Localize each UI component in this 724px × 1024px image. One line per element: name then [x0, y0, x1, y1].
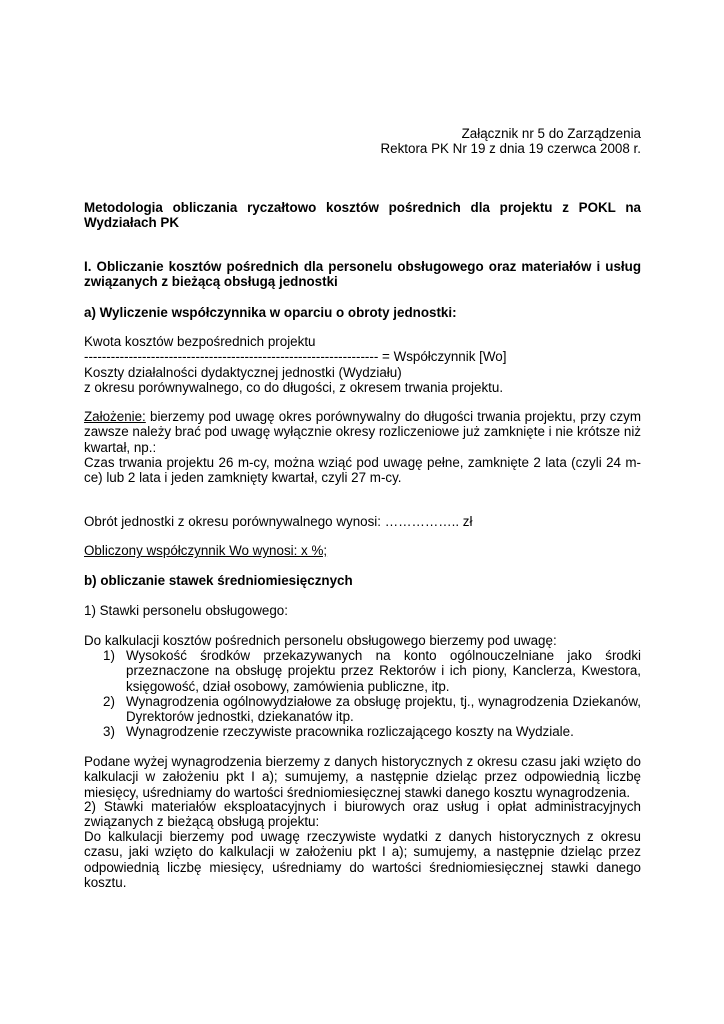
coefficient-result-text: Obliczony współczynnik Wo wynosi: x %;: [84, 543, 328, 558]
subsection-a-heading: a) Wyliczenie współczynnika w oparciu o obroty jednostki:: [84, 305, 457, 320]
list-item-text: Wynagrodzenia ogólnowydziałowe za obsługę projektu, tj., wynagrodzenia Dziekanów, Dyrektorów jednostki, dziekanatów itp.: [126, 693, 641, 725]
staff-costs-intro: Do kalkulacji kosztów pośrednich personelu obsługowego bierzemy pod uwagę:: [84, 633, 557, 648]
historical-salaries-paragraph: Podane wyżej wynagrodzenia bierzemy z danych historycznych z okresu czasu jaki wzięto do kalkulacji w założeniu pkt I a); sumujemy, a następnie dzieląc przez odpowiednią liczbę miesięcy, uśredniamy do wartości średniomiesięcznej stawki danego kosztu wynagrodzenia.: [84, 754, 641, 800]
materials-rates-heading: 2) Stawki materiałów eksploatacyjnych i biurowych oraz usług i opłat administracyjnych związanych z bieżącą obsługą projektu:: [84, 799, 641, 830]
formula-fraction-line: ------------------------------------------------------------------ = Współczynnik [Wo]: [84, 349, 507, 365]
list-item-number: 3): [103, 724, 115, 740]
formula-period-note: z okresu porównywalnego, co do długości, z okresem trwania projektu.: [84, 379, 504, 395]
header-line-2: Rektora PK Nr 19 z dnia 19 czerwca 2008 r.: [380, 141, 641, 157]
subsection-b-heading: b) obliczanie stawek średniomiesięcznych: [84, 573, 353, 588]
assumption-label: Założenie:: [84, 409, 146, 424]
attachment-header: [84, 126, 641, 157]
duration-example: Czas trwania projektu 26 m-cy, można wziąć pod uwagę pełne, zamknięte 2 lata (czyli 24 m-ce) lub 2 lata i jeden zamknięty kwartał, czyli 27 m-cy.: [84, 455, 641, 486]
staff-costs-list: [84, 648, 641, 740]
list-item-text: Wynagrodzenie rzeczywiste pracownika rozliczającego koszty na Wydziale.: [126, 724, 574, 740]
header-line-1: Załącznik nr 5 do Zarządzenia: [461, 126, 641, 141]
formula-numerator: Kwota kosztów bezpośrednich projektu: [84, 334, 316, 349]
list-item: [84, 648, 641, 694]
list-item: [84, 724, 641, 739]
assumption-text: bierzemy pod uwagę okres porównywalny do długości trwania projektu, przy czym zawsze należy brać pod uwagę wyłącznie okresy rozliczeniowe już zamknięte i nie krótsze niż kwartał, np.:: [84, 409, 641, 455]
coefficient-result: [84, 543, 641, 558]
list-item: [84, 694, 641, 725]
staff-rates-heading: 1) Stawki personelu obsługowego:: [84, 603, 288, 618]
coefficient-formula: [84, 334, 641, 395]
assumption-paragraph: [84, 409, 641, 455]
materials-calculation-paragraph: Do kalkulacji bierzemy pod uwagę rzeczywiste wydatki z danych historycznych z okresu czasu, jaki wzięto do kalkulacji w założeniu pkt I a); sumujemy, a następnie dzieląc przez odpowiednią liczbę miesięcy, uśredniamy do wartości średniomiesięcznej stawki danego kosztu.: [84, 829, 641, 890]
turnover-line: Obrót jednostki z okresu porównywalnego wynosi: …………….. zł: [84, 514, 473, 529]
section-1-heading: I. Obliczanie kosztów pośrednich dla personelu obsługowego oraz materiałów i usług związanych z bieżącą obsługą jednostki: [84, 259, 641, 290]
list-item-text: Wysokość środków przekazywanych na konto ogólnouczelniane jako środki przeznaczone na obsługę projektu przez Rektorów i ich piony, Kanclerza, Kwestora, księgowość, dział osobowy, zamówienia publiczne, itp.: [126, 648, 641, 694]
document-page: [84, 0, 641, 1024]
list-item-number: 2): [103, 693, 115, 709]
formula-denominator: Koszty działalności dydaktycznej jednostki (Wydziału): [84, 364, 402, 380]
list-item-number: 1): [103, 648, 115, 663]
document-title: Metodologia obliczania ryczałtowo kosztów pośrednich dla projektu z POKL na Wydziałach PK: [84, 200, 641, 231]
